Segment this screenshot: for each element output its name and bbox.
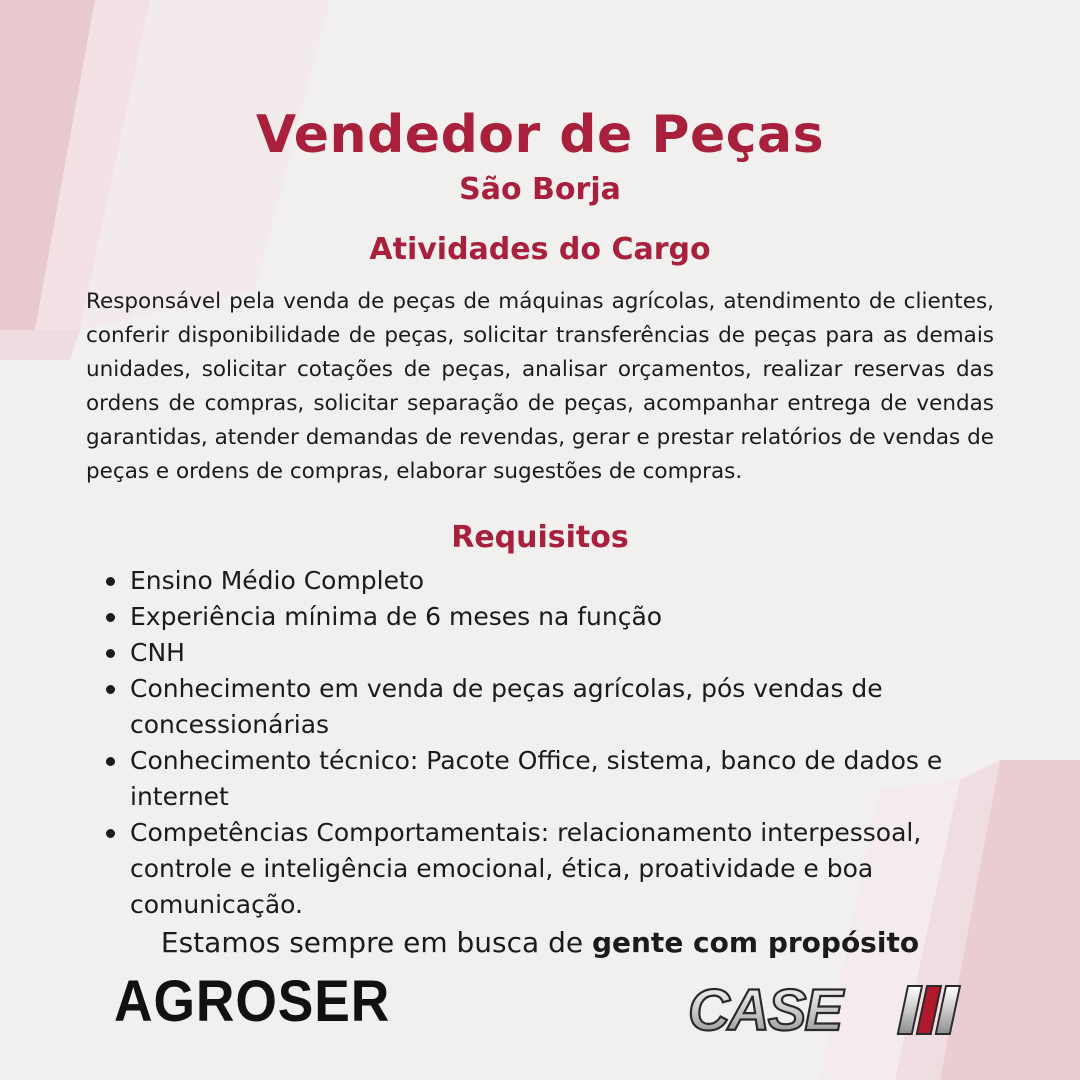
bullet-icon xyxy=(106,829,115,838)
activities-description: Responsável pela venda de peças de máquinas agrícolas, atendimento de clientes, conferir disponibilidade de peças, solicitar transferências de peças para as demais unidades, solicitar cotações de peças, analisar orçamentos, realizar reservas das ordens de compras, solicitar separação de peças, acompanhar entrega de vendas garantidas, atender demandas de revendas, gerar e prestar relatórios de vendas de peças e ordens de compras, elaborar sugestões de compras. xyxy=(86,289,994,484)
agroser-logo: AGROSER xyxy=(114,969,391,1034)
requirements-heading: Requisitos xyxy=(451,520,629,555)
bullet-icon xyxy=(106,685,115,694)
requirements-list xyxy=(100,563,1000,923)
bullet-icon xyxy=(106,577,115,586)
tagline-bold: gente com propósito xyxy=(591,926,920,959)
job-title: Vendedor de Peças xyxy=(255,105,825,165)
requirement-text: CNH xyxy=(130,638,185,667)
requirement-text: Experiência mínima de 6 meses na função xyxy=(130,602,663,631)
requirement-text: Conhecimento em venda de peças agrícolas, pós vendas de concessionárias xyxy=(130,674,883,739)
case-wordmark: CASE xyxy=(688,980,842,1040)
list-item xyxy=(100,635,1000,671)
case-ih-logo xyxy=(682,980,972,1040)
requirement-text: Ensino Médio Completo xyxy=(130,566,425,595)
list-item xyxy=(100,743,1000,815)
list-item xyxy=(100,815,1000,923)
activities-heading: Atividades do Cargo xyxy=(369,232,711,267)
job-location: São Borja xyxy=(459,172,621,207)
requirement-text: Competências Comportamentais: relacionamento interpessoal, controle e inteligência emocional, ética, proatividade e boa comunicação. xyxy=(130,818,922,919)
list-item xyxy=(100,563,1000,599)
list-item xyxy=(100,599,1000,635)
requirement-text: Conhecimento técnico: Pacote Office, sistema, banco de dados e internet xyxy=(130,746,943,811)
tagline xyxy=(0,926,1080,959)
bullet-icon xyxy=(106,613,115,622)
tagline-prefix: Estamos sempre em busca de xyxy=(160,926,592,959)
list-item xyxy=(100,671,1000,743)
bullet-icon xyxy=(106,757,115,766)
bullet-icon xyxy=(106,649,115,658)
ih-emblem-icon xyxy=(898,986,960,1034)
